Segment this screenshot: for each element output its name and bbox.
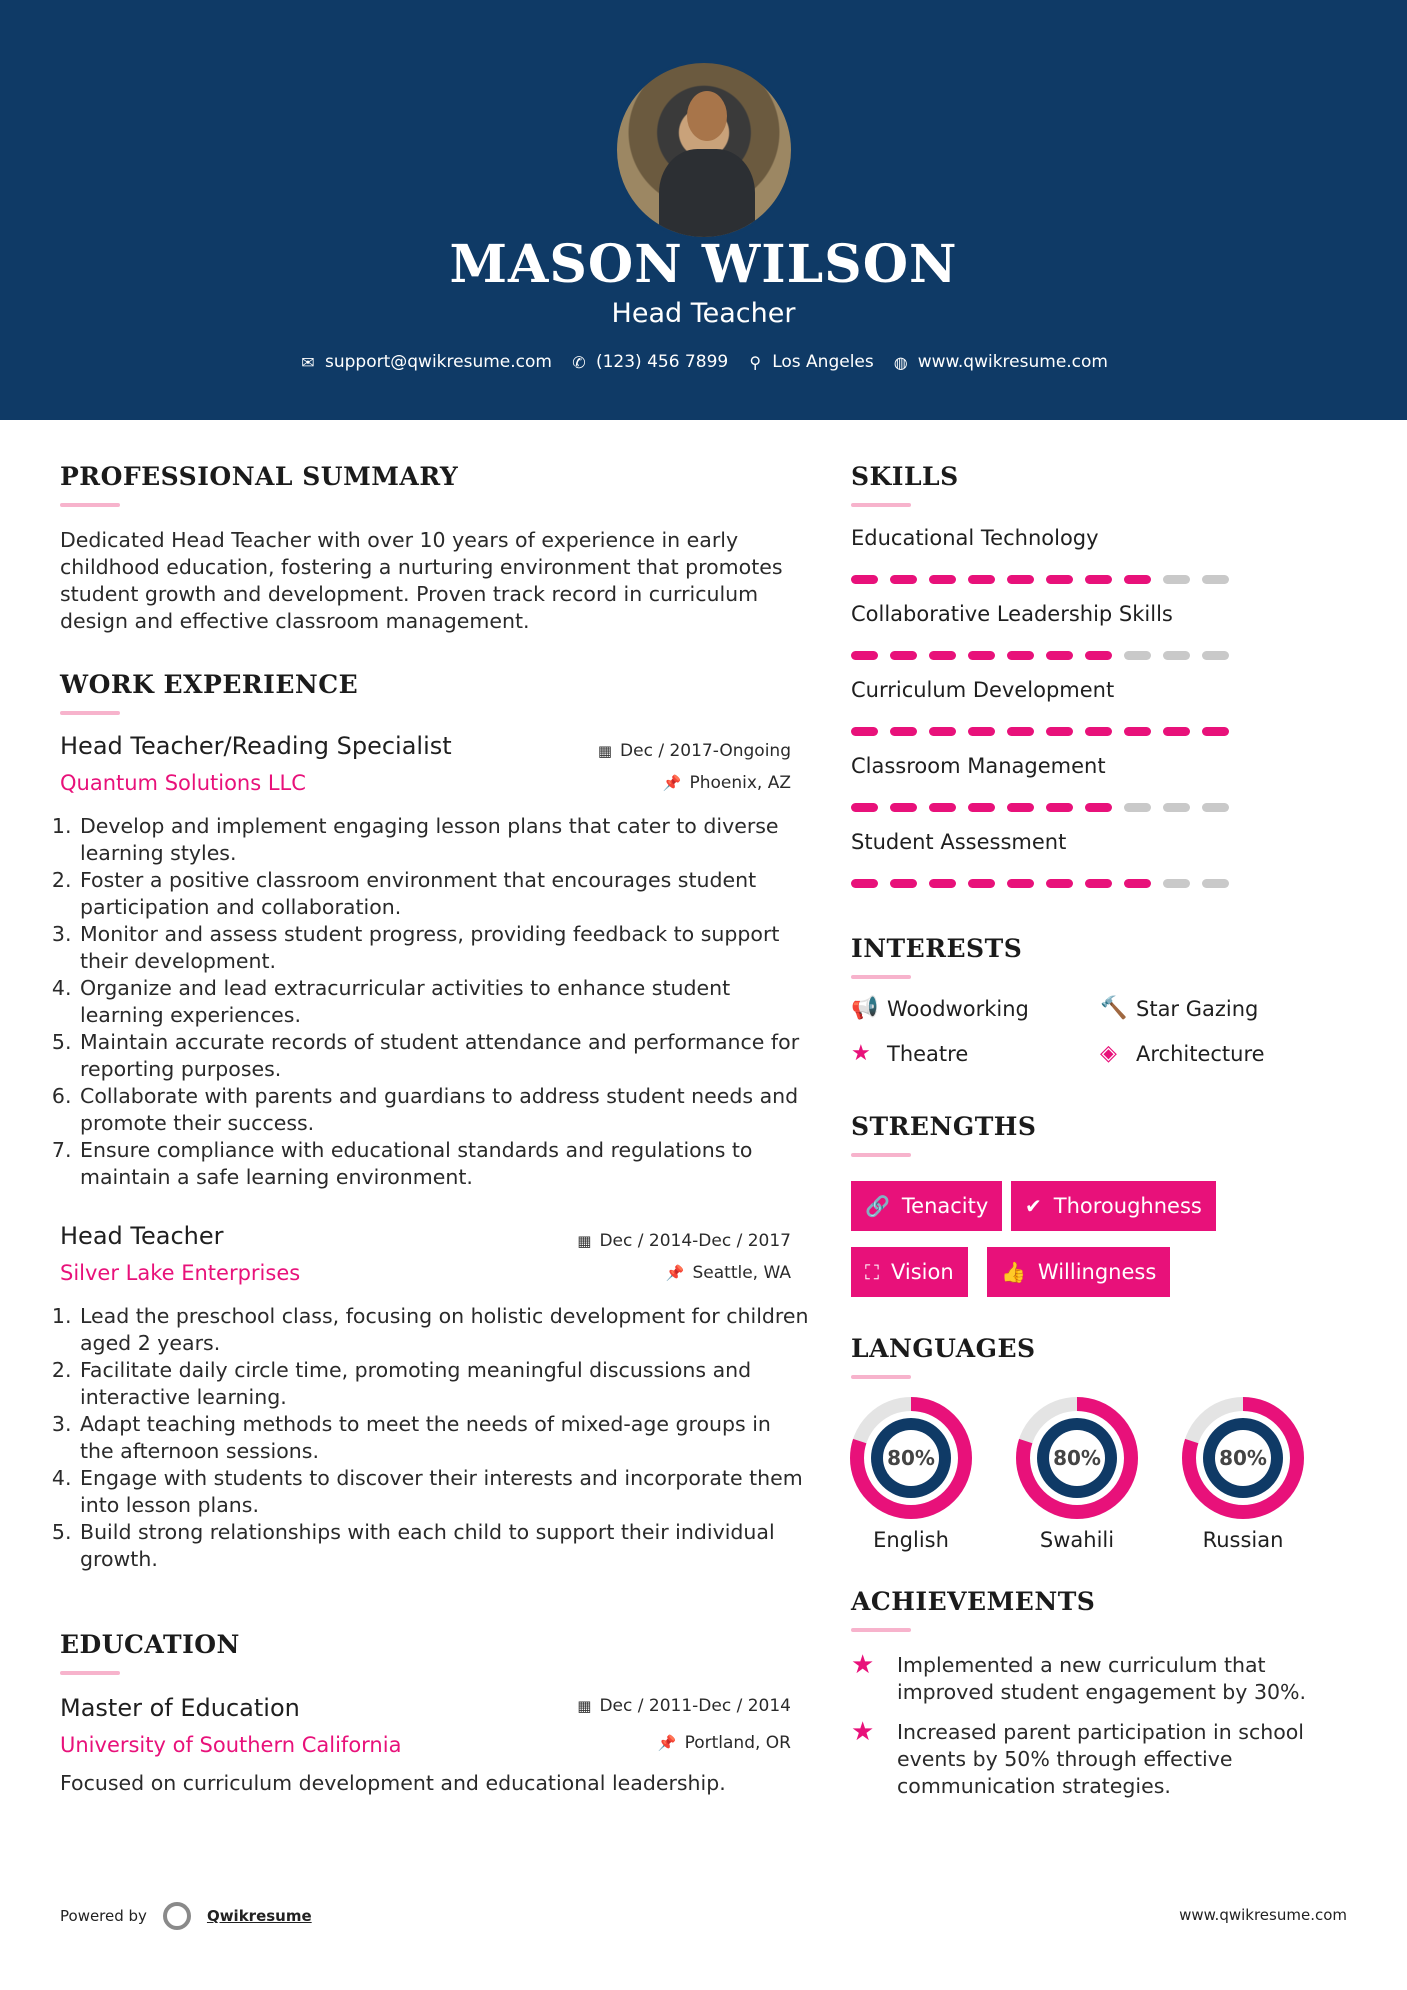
list-item: 3. Adapt teaching methods to meet the needs of mixed-age groups in the afternoon sessions. [78, 1411, 810, 1465]
languages-underline [851, 1375, 911, 1379]
skill-level-segment [890, 879, 917, 888]
skill-level-segment [1085, 727, 1112, 736]
job-date: ▦ Dec / 2014-Dec / 2017 [577, 1231, 791, 1251]
skill-level-segment [1163, 727, 1190, 736]
skill-level-segment [890, 727, 917, 736]
footer-website[interactable]: www.qwikresume.com [1179, 1906, 1347, 1924]
language-item [849, 1396, 973, 1552]
phone-icon: ✆ [572, 352, 586, 372]
list-item: 5. Build strong relationships with each child to support their individual growth. [78, 1519, 810, 1573]
skill-level-segment [890, 651, 917, 660]
list-item: 2. Facilitate daily circle time, promoting meaningful discussions and interactive learning. [78, 1357, 810, 1411]
skill-level-segment [929, 727, 956, 736]
skill-level-segment [1163, 651, 1190, 660]
experience-underline [60, 711, 120, 715]
thumbs-up-icon: 👍 [1001, 1260, 1026, 1284]
candidate-role: Head Teacher [611, 298, 796, 329]
pin-icon: 📌 [662, 774, 682, 792]
skill-level-segment [890, 803, 917, 812]
education-degree: Master of Education [60, 1694, 300, 1722]
skill-level-segment [1124, 727, 1151, 736]
list-item: 1. Lead the preschool class, focusing on holistic development for children aged 2 years. [78, 1303, 810, 1357]
language-percent: 80% [887, 1446, 935, 1470]
skill-level-segment [851, 651, 878, 660]
job-location: 📌 Seattle, WA [665, 1263, 791, 1283]
footer [60, 1902, 312, 1930]
language-name: Swahili [1039, 1528, 1115, 1552]
skill-level-segment [1202, 879, 1229, 888]
binoculars-icon: ⛶ [865, 1260, 879, 1284]
skill-level-segment [1085, 651, 1112, 660]
list-item: 4. Organize and lead extracurricular activities to enhance student learning experiences. [78, 975, 810, 1029]
star-burst-icon: ★ [851, 1717, 875, 1747]
skill-level-segment [1163, 575, 1190, 584]
list-item: 5. Maintain accurate records of student attendance and performance for reporting purposes. [78, 1029, 810, 1083]
header [0, 0, 1407, 420]
strength-badge: ⛶ Vision [851, 1247, 968, 1297]
education-heading: EDUCATION [60, 1630, 240, 1659]
skill-level-segment [1163, 879, 1190, 888]
map-marker-icon: ⚲ [749, 352, 762, 372]
job-date: ▦ Dec / 2017-Ongoing [597, 741, 791, 761]
link-icon: 🔗 [865, 1194, 890, 1218]
language-ring [849, 1396, 973, 1520]
strengths-underline [851, 1153, 911, 1157]
language-item [1015, 1396, 1139, 1552]
skill-level-bar [851, 575, 1229, 584]
language-percent: 80% [1053, 1446, 1101, 1470]
skill-level-segment [890, 575, 917, 584]
job-location: 📌 Phoenix, AZ [662, 773, 791, 793]
list-item: 1. Develop and implement engaging lesson plans that cater to diverse learning styles. [78, 813, 810, 867]
skill-level-segment [1046, 727, 1073, 736]
experience-heading: WORK EXPERIENCE [60, 670, 359, 699]
list-item: 3. Monitor and assess student progress, providing feedback to support their development. [78, 921, 810, 975]
skill-level-segment [1124, 879, 1151, 888]
language-name: English [873, 1528, 949, 1552]
skill-level-segment [1085, 803, 1112, 812]
list-item: 2. Foster a positive classroom environment that encourages student participation and collaboration. [78, 867, 810, 921]
skill-level-segment [851, 879, 878, 888]
skill-level-segment [1163, 803, 1190, 812]
skill-level-segment [851, 575, 878, 584]
skill-name: Classroom Management [851, 754, 1106, 778]
skill-level-bar [851, 727, 1229, 736]
job-duties [60, 1303, 810, 1573]
skill-level-segment [929, 575, 956, 584]
skill-level-segment [851, 727, 878, 736]
envelope-icon: ✉ [301, 352, 315, 372]
candidate-name: MASON WILSON [449, 234, 958, 295]
profile-photo [614, 60, 794, 240]
summary-underline [60, 503, 120, 507]
education-description: Focused on curriculum development and educational leadership. [60, 1771, 726, 1795]
contact-email[interactable]: support@qwikresume.com [325, 352, 552, 372]
list-item: 4. Engage with students to discover their interests and incorporate them into lesson plans. [78, 1465, 810, 1519]
skill-level-segment [968, 803, 995, 812]
skill-level-segment [1007, 575, 1034, 584]
job-title: Head Teacher/Reading Specialist [60, 732, 452, 760]
powered-by-label: Powered by [60, 1907, 147, 1925]
calendar-icon: ▦ [577, 1232, 592, 1250]
skill-level-segment [1085, 879, 1112, 888]
skill-level-segment [1202, 575, 1229, 584]
globe-icon: ◍ [893, 352, 908, 372]
star-icon: ★ [851, 1041, 871, 1066]
skill-level-segment [1202, 651, 1229, 660]
education-underline [60, 1671, 120, 1675]
skills-underline [851, 503, 911, 507]
interest-item: 📢 Woodworking [851, 996, 1029, 1021]
job-company: Quantum Solutions LLC [60, 771, 306, 795]
skill-name: Curriculum Development [851, 678, 1115, 702]
calendar-icon: ▦ [597, 742, 613, 760]
pin-icon: 📌 [665, 1264, 685, 1282]
job-title: Head Teacher [60, 1222, 224, 1250]
summary-heading: PROFESSIONAL SUMMARY [60, 462, 459, 491]
pin-icon: 📌 [657, 1734, 677, 1752]
ticket-icon: ◈ [1100, 1041, 1117, 1066]
summary-text: Dedicated Head Teacher with over 10 years of experience in early childhood education, fostering a nurturing environment that promotes student growth and development. Proven track record in curriculum design and effective classroom management. [60, 528, 783, 633]
calendar-icon: ▦ [577, 1697, 592, 1715]
interest-item: ◈ Architecture [1100, 1041, 1265, 1066]
strength-badge: 🔗 Tenacity [851, 1181, 1002, 1231]
skill-level-segment [1046, 575, 1073, 584]
brand-link[interactable]: Qwikresume [206, 1907, 312, 1925]
education-school: University of Southern California [60, 1733, 402, 1757]
skill-level-segment [1046, 803, 1073, 812]
education-date: ▦ Dec / 2011-Dec / 2014 [577, 1696, 791, 1716]
language-name: Russian [1202, 1528, 1284, 1552]
check-icon: ✔ [1025, 1194, 1042, 1218]
skill-level-segment [968, 879, 995, 888]
skill-level-segment [968, 727, 995, 736]
skill-level-bar [851, 803, 1229, 812]
star-burst-icon: ★ [851, 1650, 875, 1680]
strength-badge: 👍 Willingness [987, 1247, 1170, 1297]
skill-level-segment [1124, 651, 1151, 660]
bullhorn-icon: 📢 [851, 996, 879, 1021]
skill-name: Collaborative Leadership Skills [851, 602, 1173, 626]
skill-name: Student Assessment [851, 830, 1067, 854]
skill-level-segment [929, 651, 956, 660]
list-item: 6. Collaborate with parents and guardians to address student needs and promote their success. [78, 1083, 810, 1137]
skill-level-segment [851, 803, 878, 812]
skill-name: Educational Technology [851, 526, 1099, 550]
education-location: 📌 Portland, OR [657, 1733, 791, 1753]
skill-level-segment [1007, 651, 1034, 660]
skill-level-segment [1202, 803, 1229, 812]
language-ring [1181, 1396, 1305, 1520]
strength-badge: ✔ Thoroughness [1011, 1181, 1216, 1231]
skill-level-segment [929, 879, 956, 888]
interest-item: ★ Theatre [851, 1041, 969, 1066]
skill-level-bar [851, 879, 1229, 888]
skill-level-segment [1046, 651, 1073, 660]
interests-underline [851, 975, 911, 979]
skill-level-segment [1007, 727, 1034, 736]
language-item [1181, 1396, 1305, 1552]
job-duties [60, 813, 810, 1191]
skills-heading: SKILLS [851, 462, 959, 491]
skill-level-segment [929, 803, 956, 812]
contact-phone: (123) 456 7899 [595, 352, 729, 372]
contact-bar [0, 352, 1407, 372]
interests-heading: INTERESTS [851, 934, 1023, 963]
skill-level-segment [1046, 879, 1073, 888]
skill-level-segment [1124, 803, 1151, 812]
achievement-item: ★ Increased parent participation in school events by 50% through effective communication strategies. [851, 1717, 1304, 1798]
list-item: 7. Ensure compliance with educational standards and regulations to maintain a safe learning environment. [78, 1137, 810, 1191]
achievements-underline [851, 1628, 911, 1632]
skill-level-segment [968, 575, 995, 584]
skill-level-segment [968, 651, 995, 660]
qwikresume-logo-icon [163, 1902, 191, 1930]
job-company: Silver Lake Enterprises [60, 1261, 301, 1285]
achievement-item: ★ Implemented a new curriculum that improved student engagement by 30%. [851, 1650, 1307, 1704]
languages-heading: LANGUAGES [851, 1334, 1036, 1363]
language-ring [1015, 1396, 1139, 1520]
skill-level-segment [1007, 879, 1034, 888]
skill-level-segment [1202, 727, 1229, 736]
skill-level-segment [1007, 803, 1034, 812]
contact-website[interactable]: www.qwikresume.com [917, 352, 1108, 372]
language-percent: 80% [1219, 1446, 1267, 1470]
skill-level-segment [1124, 575, 1151, 584]
skill-level-segment [1085, 575, 1112, 584]
interest-item: 🔨 Star Gazing [1100, 996, 1259, 1021]
gavel-icon: 🔨 [1100, 996, 1128, 1021]
contact-location: Los Angeles [772, 352, 874, 372]
skill-level-bar [851, 651, 1229, 660]
achievements-heading: ACHIEVEMENTS [851, 1587, 1096, 1616]
strengths-heading: STRENGTHS [851, 1112, 1037, 1141]
